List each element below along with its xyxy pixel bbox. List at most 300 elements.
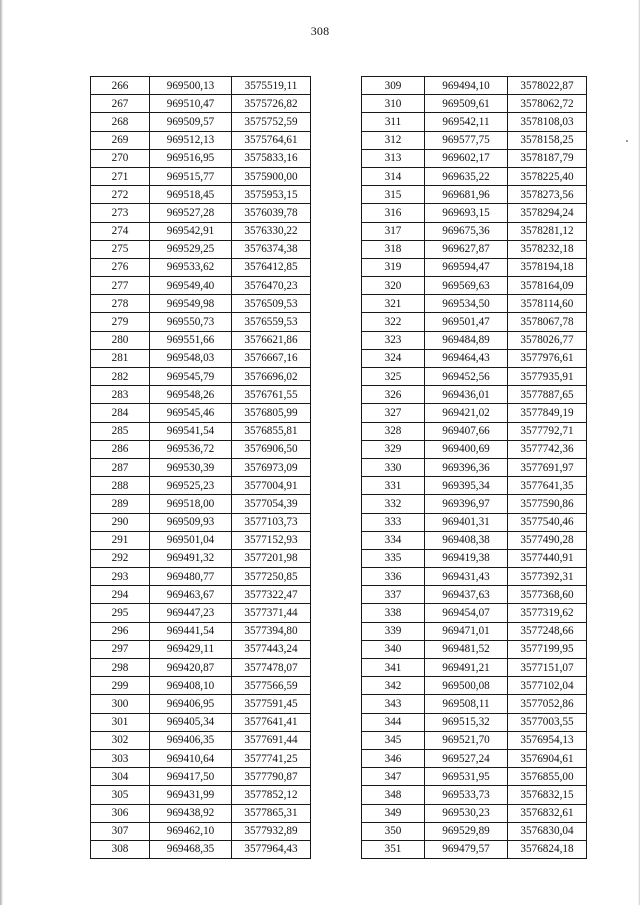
table-row <box>91 77 311 95</box>
y-coordinate-cell: 3578273,56 <box>508 186 587 204</box>
point-number-cell: 313 <box>362 149 425 167</box>
point-number-cell: 342 <box>362 677 425 695</box>
point-number-cell: 277 <box>91 277 150 295</box>
x-coordinate-cell: 969548,03 <box>150 349 232 367</box>
coordinates-table-right <box>361 76 587 859</box>
y-coordinate-cell: 3577964,43 <box>232 840 311 858</box>
y-coordinate-cell: 3576509,53 <box>232 295 311 313</box>
point-number-cell: 280 <box>91 331 150 349</box>
x-coordinate-cell: 969408,38 <box>425 531 508 549</box>
table-row <box>91 131 311 149</box>
point-number-cell: 311 <box>362 113 425 131</box>
point-number-cell: 326 <box>362 386 425 404</box>
y-coordinate-cell: 3577478,07 <box>232 659 311 677</box>
table-row <box>91 731 311 749</box>
y-coordinate-cell: 3576824,18 <box>508 840 587 858</box>
y-coordinate-cell: 3577976,61 <box>508 349 587 367</box>
table-row <box>362 368 587 386</box>
table-row <box>362 531 587 549</box>
point-number-cell: 282 <box>91 368 150 386</box>
y-coordinate-cell: 3577248,66 <box>508 622 587 640</box>
y-coordinate-cell: 3577368,60 <box>508 586 587 604</box>
x-coordinate-cell: 969491,21 <box>425 659 508 677</box>
table-row <box>91 458 311 476</box>
point-number-cell: 318 <box>362 240 425 258</box>
x-coordinate-cell: 969462,10 <box>150 822 232 840</box>
point-number-cell: 335 <box>362 549 425 567</box>
table-row <box>91 840 311 858</box>
x-coordinate-cell: 969464,43 <box>425 349 508 367</box>
point-number-cell: 343 <box>362 695 425 713</box>
x-coordinate-cell: 969410,64 <box>150 749 232 767</box>
y-coordinate-cell: 3577440,91 <box>508 549 587 567</box>
point-number-cell: 324 <box>362 349 425 367</box>
point-number-cell: 340 <box>362 640 425 658</box>
table-row <box>362 149 587 167</box>
y-coordinate-cell: 3577392,31 <box>508 568 587 586</box>
x-coordinate-cell: 969479,57 <box>425 840 508 858</box>
point-number-cell: 289 <box>91 495 150 513</box>
point-number-cell: 334 <box>362 531 425 549</box>
point-number-cell: 306 <box>91 804 150 822</box>
y-coordinate-cell: 3576374,38 <box>232 240 311 258</box>
y-coordinate-cell: 3577371,44 <box>232 604 311 622</box>
y-coordinate-cell: 3576696,02 <box>232 368 311 386</box>
table-row <box>91 695 311 713</box>
table-row <box>362 131 587 149</box>
point-number-cell: 347 <box>362 768 425 786</box>
table-row <box>91 822 311 840</box>
y-coordinate-cell: 3577691,97 <box>508 458 587 476</box>
table-row <box>91 549 311 567</box>
point-number-cell: 309 <box>362 77 425 95</box>
x-coordinate-cell: 969420,87 <box>150 659 232 677</box>
point-number-cell: 321 <box>362 295 425 313</box>
table-row <box>362 640 587 658</box>
point-number-cell: 291 <box>91 531 150 549</box>
y-coordinate-cell: 3577591,45 <box>232 695 311 713</box>
x-coordinate-cell: 969681,96 <box>425 186 508 204</box>
x-coordinate-cell: 969484,89 <box>425 331 508 349</box>
table-row <box>362 167 587 185</box>
point-number-cell: 346 <box>362 749 425 767</box>
point-number-cell: 307 <box>91 822 150 840</box>
table-row <box>91 313 311 331</box>
x-coordinate-cell: 969536,72 <box>150 440 232 458</box>
table-row <box>362 313 587 331</box>
y-coordinate-cell: 3576830,04 <box>508 822 587 840</box>
table-row <box>91 240 311 258</box>
y-coordinate-cell: 3577322,47 <box>232 586 311 604</box>
point-number-cell: 322 <box>362 313 425 331</box>
table-row <box>91 568 311 586</box>
x-coordinate-cell: 969545,46 <box>150 404 232 422</box>
table-row <box>362 549 587 567</box>
table-row <box>362 386 587 404</box>
x-coordinate-cell: 969405,34 <box>150 713 232 731</box>
x-coordinate-cell: 969431,43 <box>425 568 508 586</box>
table-row <box>91 167 311 185</box>
y-coordinate-cell: 3577490,28 <box>508 531 587 549</box>
point-number-cell: 295 <box>91 604 150 622</box>
y-coordinate-cell: 3577742,36 <box>508 440 587 458</box>
point-number-cell: 296 <box>91 622 150 640</box>
x-coordinate-cell: 969529,25 <box>150 240 232 258</box>
point-number-cell: 332 <box>362 495 425 513</box>
x-coordinate-cell: 969471,01 <box>425 622 508 640</box>
point-number-cell: 320 <box>362 277 425 295</box>
y-coordinate-cell: 3576412,85 <box>232 258 311 276</box>
point-number-cell: 288 <box>91 477 150 495</box>
y-coordinate-cell: 3578194,18 <box>508 258 587 276</box>
x-coordinate-cell: 969675,36 <box>425 222 508 240</box>
y-coordinate-cell: 3578067,78 <box>508 313 587 331</box>
table-row <box>91 295 311 313</box>
y-coordinate-cell: 3577935,91 <box>508 368 587 386</box>
y-coordinate-cell: 3577540,46 <box>508 513 587 531</box>
table-row <box>91 368 311 386</box>
point-number-cell: 316 <box>362 204 425 222</box>
y-coordinate-cell: 3578232,18 <box>508 240 587 258</box>
x-coordinate-cell: 969396,97 <box>425 495 508 513</box>
table-row <box>362 568 587 586</box>
table-row <box>362 586 587 604</box>
y-coordinate-cell: 3578158,25 <box>508 131 587 149</box>
point-number-cell: 298 <box>91 659 150 677</box>
x-coordinate-cell: 969627,87 <box>425 240 508 258</box>
table-row <box>362 277 587 295</box>
x-coordinate-cell: 969527,28 <box>150 204 232 222</box>
y-coordinate-cell: 3576954,13 <box>508 731 587 749</box>
point-number-cell: 323 <box>362 331 425 349</box>
table-row <box>362 804 587 822</box>
y-coordinate-cell: 3578294,24 <box>508 204 587 222</box>
table-row <box>91 749 311 767</box>
point-number-cell: 312 <box>362 131 425 149</box>
x-coordinate-cell: 969508,11 <box>425 695 508 713</box>
point-number-cell: 278 <box>91 295 150 313</box>
x-coordinate-cell: 969530,23 <box>425 804 508 822</box>
y-coordinate-cell: 3578164,09 <box>508 277 587 295</box>
y-coordinate-cell: 3578108,03 <box>508 113 587 131</box>
x-coordinate-cell: 969491,32 <box>150 549 232 567</box>
point-number-cell: 349 <box>362 804 425 822</box>
y-coordinate-cell: 3578187,79 <box>508 149 587 167</box>
table-row <box>362 331 587 349</box>
x-coordinate-cell: 969438,92 <box>150 804 232 822</box>
y-coordinate-cell: 3576470,23 <box>232 277 311 295</box>
x-coordinate-cell: 969512,13 <box>150 131 232 149</box>
table-row <box>91 531 311 549</box>
table-row <box>362 622 587 640</box>
y-coordinate-cell: 3577849,19 <box>508 404 587 422</box>
table-row <box>362 604 587 622</box>
y-coordinate-cell: 3575833,16 <box>232 149 311 167</box>
point-number-cell: 297 <box>91 640 150 658</box>
y-coordinate-cell: 3577792,71 <box>508 422 587 440</box>
x-coordinate-cell: 969401,31 <box>425 513 508 531</box>
point-number-cell: 271 <box>91 167 150 185</box>
y-coordinate-cell: 3577852,12 <box>232 786 311 804</box>
point-number-cell: 328 <box>362 422 425 440</box>
table-row <box>362 440 587 458</box>
y-coordinate-cell: 3577052,86 <box>508 695 587 713</box>
x-coordinate-cell: 969542,91 <box>150 222 232 240</box>
y-coordinate-cell: 3576906,50 <box>232 440 311 458</box>
x-coordinate-cell: 969635,22 <box>425 167 508 185</box>
x-coordinate-cell: 969396,36 <box>425 458 508 476</box>
y-coordinate-cell: 3577151,07 <box>508 659 587 677</box>
table-row <box>362 295 587 313</box>
x-coordinate-cell: 969693,15 <box>425 204 508 222</box>
x-coordinate-cell: 969594,47 <box>425 258 508 276</box>
x-coordinate-cell: 969500,13 <box>150 77 232 95</box>
x-coordinate-cell: 969437,63 <box>425 586 508 604</box>
y-coordinate-cell: 3577932,89 <box>232 822 311 840</box>
y-coordinate-cell: 3577590,86 <box>508 495 587 513</box>
table-row <box>91 622 311 640</box>
y-coordinate-cell: 3576855,81 <box>232 422 311 440</box>
table-row <box>362 477 587 495</box>
point-number-cell: 329 <box>362 440 425 458</box>
y-coordinate-cell: 3576621,86 <box>232 331 311 349</box>
x-coordinate-cell: 969521,70 <box>425 731 508 749</box>
y-coordinate-cell: 3578281,12 <box>508 222 587 240</box>
table-row <box>91 331 311 349</box>
table-row <box>362 768 587 786</box>
table-row <box>362 458 587 476</box>
point-number-cell: 275 <box>91 240 150 258</box>
table-row <box>91 258 311 276</box>
y-coordinate-cell: 3577566,59 <box>232 677 311 695</box>
y-coordinate-cell: 3578022,87 <box>508 77 587 95</box>
y-coordinate-cell: 3578026,77 <box>508 331 587 349</box>
x-coordinate-cell: 969509,57 <box>150 113 232 131</box>
point-number-cell: 302 <box>91 731 150 749</box>
x-coordinate-cell: 969534,50 <box>425 295 508 313</box>
x-coordinate-cell: 969421,02 <box>425 404 508 422</box>
y-coordinate-cell: 3578062,72 <box>508 95 587 113</box>
y-coordinate-cell: 3577641,41 <box>232 713 311 731</box>
table-row <box>362 695 587 713</box>
x-coordinate-cell: 969533,62 <box>150 258 232 276</box>
point-number-cell: 338 <box>362 604 425 622</box>
x-coordinate-cell: 969510,47 <box>150 95 232 113</box>
point-number-cell: 339 <box>362 622 425 640</box>
y-coordinate-cell: 3577201,98 <box>232 549 311 567</box>
y-coordinate-cell: 3575764,61 <box>232 131 311 149</box>
y-coordinate-cell: 3575953,15 <box>232 186 311 204</box>
x-coordinate-cell: 969454,07 <box>425 604 508 622</box>
y-coordinate-cell: 3576832,15 <box>508 786 587 804</box>
point-number-cell: 284 <box>91 404 150 422</box>
point-number-cell: 336 <box>362 568 425 586</box>
y-coordinate-cell: 3577199,95 <box>508 640 587 658</box>
point-number-cell: 300 <box>91 695 150 713</box>
x-coordinate-cell: 969406,95 <box>150 695 232 713</box>
x-coordinate-cell: 969408,10 <box>150 677 232 695</box>
x-coordinate-cell: 969550,73 <box>150 313 232 331</box>
table-row <box>362 840 587 858</box>
table-row <box>362 222 587 240</box>
point-number-cell: 272 <box>91 186 150 204</box>
table-row <box>362 713 587 731</box>
x-coordinate-cell: 969518,00 <box>150 495 232 513</box>
table-row <box>91 149 311 167</box>
point-number-cell: 283 <box>91 386 150 404</box>
table-row <box>91 349 311 367</box>
x-coordinate-cell: 969501,04 <box>150 531 232 549</box>
x-coordinate-cell: 969577,75 <box>425 131 508 149</box>
point-number-cell: 325 <box>362 368 425 386</box>
y-coordinate-cell: 3575752,59 <box>232 113 311 131</box>
x-coordinate-cell: 969431,99 <box>150 786 232 804</box>
x-coordinate-cell: 969541,54 <box>150 422 232 440</box>
point-number-cell: 285 <box>91 422 150 440</box>
y-coordinate-cell: 3577319,62 <box>508 604 587 622</box>
x-coordinate-cell: 969533,73 <box>425 786 508 804</box>
point-number-cell: 350 <box>362 822 425 840</box>
table-row <box>91 113 311 131</box>
point-number-cell: 293 <box>91 568 150 586</box>
table-row <box>91 204 311 222</box>
y-coordinate-cell: 3578225,40 <box>508 167 587 185</box>
x-coordinate-cell: 969549,40 <box>150 277 232 295</box>
point-number-cell: 299 <box>91 677 150 695</box>
point-number-cell: 314 <box>362 167 425 185</box>
y-coordinate-cell: 3577641,35 <box>508 477 587 495</box>
coordinates-table-right-body <box>362 77 587 859</box>
y-coordinate-cell: 3575900,00 <box>232 167 311 185</box>
x-coordinate-cell: 969417,50 <box>150 768 232 786</box>
point-number-cell: 344 <box>362 713 425 731</box>
table-row <box>91 477 311 495</box>
y-coordinate-cell: 3576559,53 <box>232 313 311 331</box>
point-number-cell: 319 <box>362 258 425 276</box>
x-coordinate-cell: 969406,35 <box>150 731 232 749</box>
y-coordinate-cell: 3577054,39 <box>232 495 311 513</box>
table-row <box>91 659 311 677</box>
point-number-cell: 286 <box>91 440 150 458</box>
point-number-cell: 268 <box>91 113 150 131</box>
x-coordinate-cell: 969542,11 <box>425 113 508 131</box>
table-row <box>362 113 587 131</box>
point-number-cell: 351 <box>362 840 425 858</box>
point-number-cell: 345 <box>362 731 425 749</box>
x-coordinate-cell: 969452,56 <box>425 368 508 386</box>
y-coordinate-cell: 3578114,60 <box>508 295 587 313</box>
table-row <box>362 513 587 531</box>
point-number-cell: 273 <box>91 204 150 222</box>
table-row <box>362 422 587 440</box>
x-coordinate-cell: 969516,95 <box>150 149 232 167</box>
x-coordinate-cell: 969569,63 <box>425 277 508 295</box>
y-coordinate-cell: 3576973,09 <box>232 458 311 476</box>
table-row <box>91 222 311 240</box>
y-coordinate-cell: 3576330,22 <box>232 222 311 240</box>
point-number-cell: 337 <box>362 586 425 604</box>
table-row <box>362 822 587 840</box>
x-coordinate-cell: 969468,35 <box>150 840 232 858</box>
y-coordinate-cell: 3577443,24 <box>232 640 311 658</box>
x-coordinate-cell: 969509,93 <box>150 513 232 531</box>
point-number-cell: 304 <box>91 768 150 786</box>
point-number-cell: 287 <box>91 458 150 476</box>
x-coordinate-cell: 969530,39 <box>150 458 232 476</box>
y-coordinate-cell: 3576832,61 <box>508 804 587 822</box>
table-row <box>362 677 587 695</box>
y-coordinate-cell: 3576039,78 <box>232 204 311 222</box>
table-row <box>91 277 311 295</box>
table-row <box>91 440 311 458</box>
table-row <box>362 349 587 367</box>
y-coordinate-cell: 3577741,25 <box>232 749 311 767</box>
table-row <box>362 731 587 749</box>
point-number-cell: 290 <box>91 513 150 531</box>
x-coordinate-cell: 969531,95 <box>425 768 508 786</box>
table-row <box>362 77 587 95</box>
y-coordinate-cell: 3577394,80 <box>232 622 311 640</box>
point-number-cell: 317 <box>362 222 425 240</box>
x-coordinate-cell: 969481,52 <box>425 640 508 658</box>
table-row <box>91 713 311 731</box>
y-coordinate-cell: 3576667,16 <box>232 349 311 367</box>
y-coordinate-cell: 3577887,65 <box>508 386 587 404</box>
table-row <box>362 240 587 258</box>
point-number-cell: 276 <box>91 258 150 276</box>
x-coordinate-cell: 969515,32 <box>425 713 508 731</box>
x-coordinate-cell: 969441,54 <box>150 622 232 640</box>
y-coordinate-cell: 3575726,82 <box>232 95 311 113</box>
scan-speck <box>626 140 628 142</box>
y-coordinate-cell: 3577103,73 <box>232 513 311 531</box>
x-coordinate-cell: 969545,79 <box>150 368 232 386</box>
table-row <box>91 604 311 622</box>
y-coordinate-cell: 3575519,11 <box>232 77 311 95</box>
point-number-cell: 341 <box>362 659 425 677</box>
y-coordinate-cell: 3577250,85 <box>232 568 311 586</box>
x-coordinate-cell: 969407,66 <box>425 422 508 440</box>
x-coordinate-cell: 969419,38 <box>425 549 508 567</box>
table-row <box>362 659 587 677</box>
y-coordinate-cell: 3577152,93 <box>232 531 311 549</box>
table-row <box>91 786 311 804</box>
x-coordinate-cell: 969429,11 <box>150 640 232 658</box>
point-number-cell: 292 <box>91 549 150 567</box>
x-coordinate-cell: 969395,34 <box>425 477 508 495</box>
table-row <box>91 804 311 822</box>
point-number-cell: 274 <box>91 222 150 240</box>
table-row <box>91 95 311 113</box>
point-number-cell: 308 <box>91 840 150 858</box>
point-number-cell: 281 <box>91 349 150 367</box>
point-number-cell: 330 <box>362 458 425 476</box>
table-row <box>362 204 587 222</box>
x-coordinate-cell: 969515,77 <box>150 167 232 185</box>
table-row <box>91 513 311 531</box>
table-row <box>91 640 311 658</box>
point-number-cell: 279 <box>91 313 150 331</box>
table-row <box>91 422 311 440</box>
y-coordinate-cell: 3577865,31 <box>232 804 311 822</box>
point-number-cell: 294 <box>91 586 150 604</box>
x-coordinate-cell: 969400,69 <box>425 440 508 458</box>
table-row <box>91 677 311 695</box>
y-coordinate-cell: 3576761,55 <box>232 386 311 404</box>
point-number-cell: 269 <box>91 131 150 149</box>
table-row <box>91 586 311 604</box>
point-number-cell: 266 <box>91 77 150 95</box>
